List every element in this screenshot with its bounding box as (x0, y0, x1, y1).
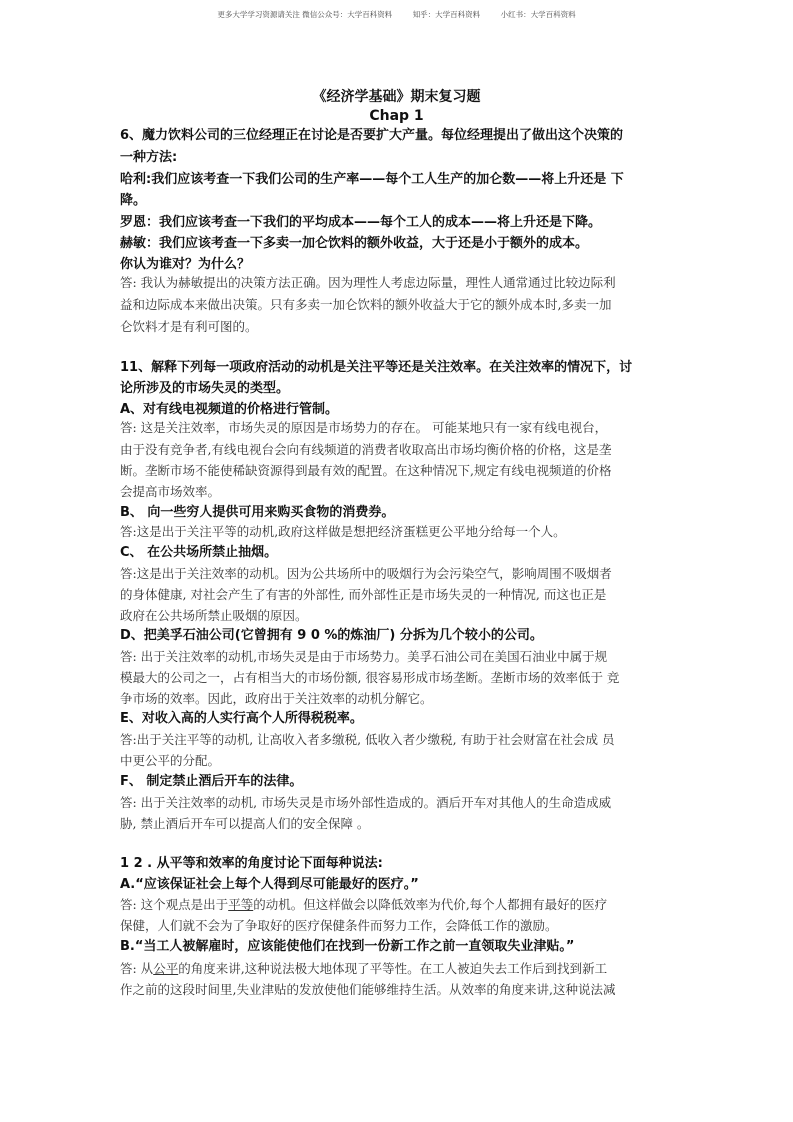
document-title: 《经济学基础》期末复习题 (312, 89, 481, 105)
q12-b-answer-prefix: 答: 从 (120, 961, 154, 976)
header-xiaohongshu-text: 小红书：大学百科资料 (500, 10, 576, 19)
q6-answer-line1: 答: 我认为赫敏提出的决策方法正确。因为理性人考虑边际量，理性人通常通过比较边际利 (120, 275, 616, 290)
q11-d-answer-line3: 争市场的效率。因此，政府出于关注效率的动机分解它。 (120, 691, 433, 706)
q12-a-question: A.“应该保证社会上每个人得到尽可能最好的医疗。” (120, 877, 419, 892)
q11-e-question: E、对收入高的人实行高个人所得税税率。 (120, 711, 363, 726)
q12-a-answer-suffix: 的动机。但这样做会以降低效率为代价,每个人都拥有最好的医疗 (253, 897, 608, 912)
q6-hermione: 赫敏：我们应该考查一下多卖一加仑饮料的额外收益，大于还是小于额外的成本。 (120, 236, 589, 251)
q6-line2: 一种方法: (120, 150, 178, 165)
chapter-heading: Chap 1 (369, 108, 424, 124)
q11-a-answer-line1: 答: 这是关注效率，市场失灵的原因是市场势力的存在。 可能某地只有一家有线电视台， (120, 420, 608, 435)
q12-a-answer-line1 (120, 894, 675, 916)
q11-c-answer-line2: 的身体健康, 对社会产生了有害的外部性, 而外部性正是市场失灵的一种情况, 而这也正是 (120, 587, 607, 602)
q11-a-answer-line3: 断。垄断市场不能使稀缺资源得到最有效的配置。在这种情况下,规定有线电视频道的价格 (120, 463, 612, 478)
q11-f-answer-line1: 答: 出于关注效率的动机, 市场失灵是市场外部性造成的。酒后开车对其他人的生命造成威 (120, 795, 612, 810)
header-zhihu-text: 知乎：大学百科资料 (412, 10, 481, 19)
q11-e-answer-line2: 中更公平的分配。 (120, 753, 221, 768)
q11-b-answer-line1: 答:这是出于关注平等的动机,政府这样做是想把经济蛋糕更公平地分给每一个人。 (120, 524, 566, 539)
q11-c-answer-line1: 答:这是出于关注效率的动机。因为公共场所中的吸烟行为会污染空气，影响周围不吸烟者 (120, 566, 612, 581)
q12-a-answer-underlined: 平等 (228, 897, 254, 912)
q12-b-answer-line1 (120, 958, 675, 980)
q12-a-answer-line2: 保健，人们就不会为了争取好的医疗保健条件而努力工作，会降低工作的激励。 (120, 918, 558, 933)
q11-d-answer-line1: 答: 出于关注效率的动机,市场失灵是由于市场势力。美孚石油公司在美国石油业中属于规 (120, 649, 608, 664)
q11-b-question: B、 向一些穷人提供可用来购买食物的消费券。 (120, 505, 395, 520)
page-header (0, 9, 793, 20)
header-wechat-text: 更多大学学习资源请关注 微信公众号：大学百科资料 (217, 10, 393, 19)
q12-line1: 1 2 . 从平等和效率的角度讨论下面每种说法: (120, 856, 383, 871)
q11-d-question: D、把美孚石油公司(它曾拥有 9 0 %的炼油厂) 分拆为几个较小的公司。 (120, 628, 543, 643)
q11-f-question: F、 制定禁止酒后开车的法律。 (120, 774, 303, 789)
q11-a-answer-line4: 会提高市场效率。 (120, 484, 221, 499)
q11-f-answer-line2: 胁, 禁止酒后开车可以提高人们的安全保障 。 (120, 816, 370, 831)
q6-ask: 你认为谁对？为什么？ (120, 257, 251, 272)
q11-line2: 论所涉及的市场失灵的类型。 (120, 381, 290, 396)
q6-line1: 6、魔力饮料公司的三位经理正在讨论是否要扩大产量。每位经理提出了做出这个决策的 (120, 128, 624, 143)
q11-c-answer-line3: 政府在公共场所禁止吸烟的原因。 (120, 608, 308, 623)
q11-a-answer-line2: 由于没有竞争者,有线电视台会向有线频道的消费者收取高出市场均衡价格的价格，这是垄 (120, 442, 612, 457)
q11-d-answer-line2: 模最大的公司之一，占有相当大的市场份额, 很容易形成市场垄断。垄断市场的效率低于 竞 (120, 670, 620, 685)
q11-e-answer-line1: 答:出于关注平等的动机, 让高收入者多缴税, 低收入者少缴税, 有助于社会财富在社会成 员 (120, 732, 615, 747)
q6-answer-line3: 仑饮料才是有利可图的。 (120, 319, 258, 334)
q12-b-question: B.“当工人被解雇时，应该能使他们在找到一份新工作之前一直领取失业津贴。” (120, 939, 575, 954)
q12-b-answer-line2: 作之前的这段时间里,失业津贴的发放使他们能够维持生活。从效率的角度来讲,这种说法减 (120, 982, 616, 997)
q6-answer-line2: 益和边际成本来做出决策。只有多卖一加仑饮料的额外收益大于它的额外成本时,多卖一加 (120, 297, 612, 312)
q6-harry-line2: 降。 (120, 193, 147, 208)
q12-b-answer-suffix: 的角度来讲,这种说法极大地体现了平等性。在工人被迫失去工作后到找到新工 (178, 961, 608, 976)
q6-harry-line1: 哈利:我们应该考查一下我们公司的生产率——每个工人生产的加仑数——将上升还是 下 (120, 172, 624, 187)
q11-c-question: C、 在公共场所禁止抽烟。 (120, 545, 278, 560)
q6-ron: 罗恩：我们应该考查一下我们的平均成本——每个工人的成本——将上升还是下降。 (120, 215, 602, 230)
q12-a-answer-prefix: 答: 这个观点是出于 (120, 897, 229, 912)
q11-a-question: A、对有线电视频道的价格进行管制。 (120, 402, 339, 417)
q12-b-answer-underlined: 公平 (153, 961, 179, 976)
q11-line1: 11、解释下列每一项政府活动的动机是关注平等还是关注效率。在关注效率的情况下，讨 (120, 360, 633, 375)
